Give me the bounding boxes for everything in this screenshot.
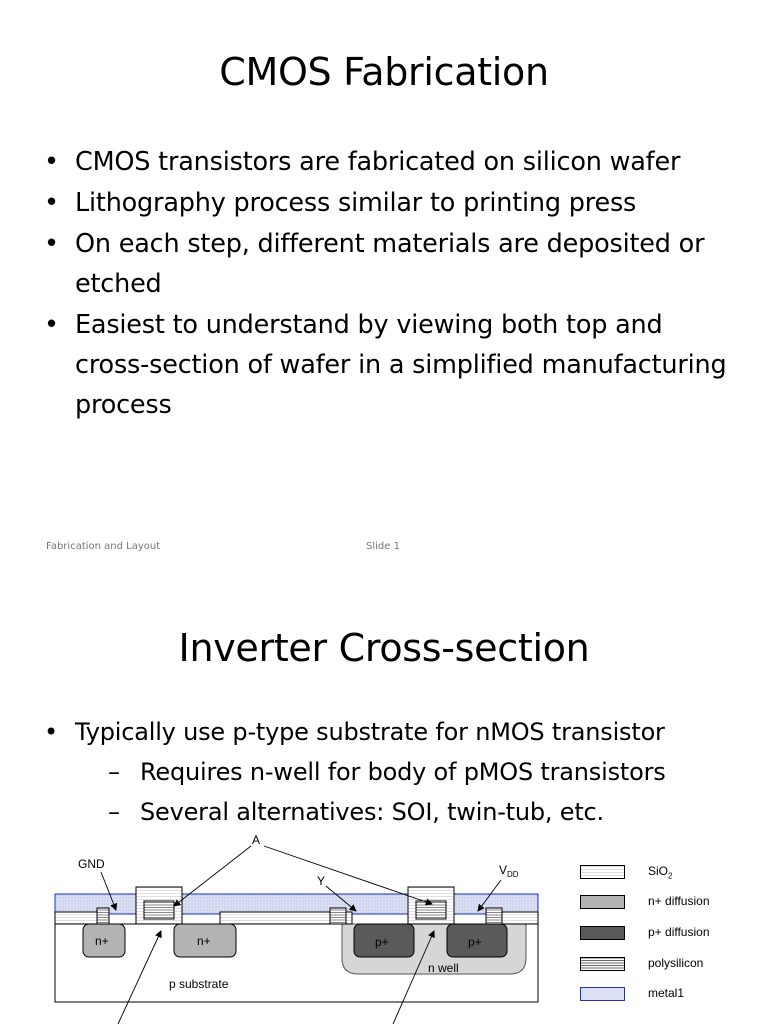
p-plus-label: p+ [468, 935, 482, 949]
sub-bullet-item: – Requires n-well for body of pMOS transistors [108, 752, 744, 792]
bullet-item: • Lithography process similar to printing press [44, 183, 744, 223]
vdd-label: $V_{DD}$ [499, 863, 519, 879]
legend-item-p-diffusion [580, 926, 760, 946]
inverter-cross-section-diagram [50, 828, 550, 1024]
n-diffusion-swatch [580, 895, 625, 909]
bullet-item [44, 712, 744, 832]
legend-item-n-diffusion [580, 895, 760, 915]
slide-number: Slide 1 [366, 541, 400, 552]
legend-label: polysilicon [648, 956, 704, 970]
p-substrate-label: p substrate [169, 977, 229, 991]
contact [330, 908, 346, 924]
sio2-swatch [580, 865, 625, 879]
polysilicon-swatch [580, 957, 625, 971]
metal1-layer [55, 894, 538, 914]
p-diffusion-swatch [580, 926, 625, 940]
legend-label: metal1 [648, 986, 685, 1000]
bullet-item: • On each step, different materials are deposited or etched [44, 224, 744, 304]
legend-label: p+ diffusion [648, 925, 710, 939]
input-a-label: A [252, 833, 261, 847]
legend-item-sio2 [580, 865, 760, 885]
nmos-polysilicon-gate [144, 901, 174, 919]
sub-bullet-list [108, 752, 744, 832]
slide-title: CMOS Fabrication [219, 50, 549, 94]
metal1-swatch [580, 987, 625, 1001]
legend-label: n+ diffusion [648, 894, 710, 908]
n-well-label: n well [428, 961, 459, 975]
slide-2 [0, 578, 768, 1024]
field-oxide [55, 912, 97, 924]
bullet-item: • Easiest to understand by viewing both top and cross-section of wafer in a simplified manufacturing process [44, 305, 744, 425]
slide-title: Inverter Cross-section [178, 626, 590, 670]
legend-item-metal1 [580, 987, 760, 1007]
legend-item-polysilicon [580, 957, 760, 977]
bullet-list [44, 142, 744, 426]
field-oxide [502, 912, 538, 924]
n-plus-label: n+ [95, 934, 109, 948]
bullet-text: Typically use p-type substrate for nMOS transistor [75, 718, 665, 746]
slide-footer-title: Fabrication and Layout [46, 541, 161, 552]
output-y-label: Y [317, 874, 326, 888]
bullet-list [44, 712, 744, 832]
contact [486, 908, 502, 924]
contact [97, 908, 109, 924]
gnd-label: GND [78, 857, 105, 871]
sub-bullet-item: – Several alternatives: SOI, twin-tub, etc. [108, 792, 744, 832]
p-plus-label: p+ [375, 935, 389, 949]
n-plus-label: n+ [197, 934, 211, 948]
bullet-item: • CMOS transistors are fabricated on silicon wafer [44, 142, 744, 182]
legend-label: SiO$_2$ [648, 864, 673, 881]
